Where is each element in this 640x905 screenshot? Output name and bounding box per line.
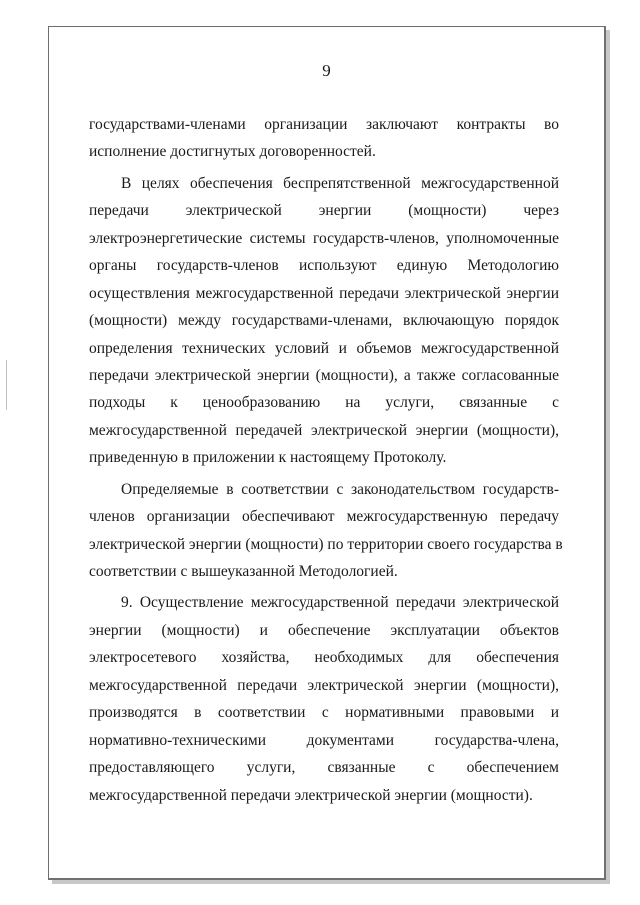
text-line: соответствии с вышеуказанной Методологией. <box>89 563 398 580</box>
text-line: производятся в соответствии с нормативными правовыми и <box>89 704 559 722</box>
paragraph <box>89 111 559 166</box>
text-line: нормативно-техническими документами государства-члена, <box>89 731 559 749</box>
text-line: электрической энергии (мощности) по территории своего государства в <box>89 535 563 553</box>
text-line: электроэнергетические системы государств-членов, уполномоченные <box>89 229 559 247</box>
text-line: Определяемые в соответствии с законодательством государств- <box>121 480 559 498</box>
text-line: В целях обеспечения беспрепятственной межгосударственной <box>121 174 559 192</box>
paragraph <box>89 170 559 472</box>
page-number: 9 <box>322 61 331 80</box>
text-line: межгосударственной передачей электрической энергии (мощности), <box>89 421 559 439</box>
text-line: межгосударственной передачи электрической энергии (мощности), <box>89 676 559 694</box>
text-line: приведенную в приложении к настоящему Протоколу. <box>89 449 447 467</box>
scan-edge-mark <box>6 360 7 410</box>
text-line: электросетевого хозяйства, необходимых для обеспечения <box>89 649 559 667</box>
text-line: исполнение достигнутых договоренностей. <box>89 143 376 161</box>
text-line: 9. Осуществление межгосударственной передачи электрической <box>121 594 559 612</box>
text-line: органы государств-членов используют единую Методологию <box>89 257 559 275</box>
text-line: членов организации обеспечивают межгосударственную передачу <box>89 508 559 526</box>
paragraph <box>89 589 559 809</box>
text-line: государствами-членами организации заключают контракты во <box>89 116 559 133</box>
text-line: передачи электрической энергии (мощности), а также согласованные <box>89 366 559 384</box>
document-page <box>48 26 606 880</box>
body-text <box>89 111 563 809</box>
text-line: подходы к ценообразованию на услуги, связанные с <box>89 394 559 412</box>
text-line: предоставляющего услуги, связанные с обеспечением <box>89 759 559 777</box>
text-line: энергии (мощности) и обеспечение эксплуатации объектов <box>89 621 559 639</box>
text-line: передачи электрической энергии (мощности) через <box>89 202 559 220</box>
paragraph <box>89 476 563 586</box>
text-line: межгосударственной передачи электрической энергии (мощности). <box>89 786 533 804</box>
text-line: определения технических условий и объемов межгосударственной <box>89 339 559 357</box>
text-line: (мощности) между государствами-членами, включающую порядок <box>89 312 559 330</box>
text-line: осуществления межгосударственной передачи электрической энергии <box>89 284 559 302</box>
